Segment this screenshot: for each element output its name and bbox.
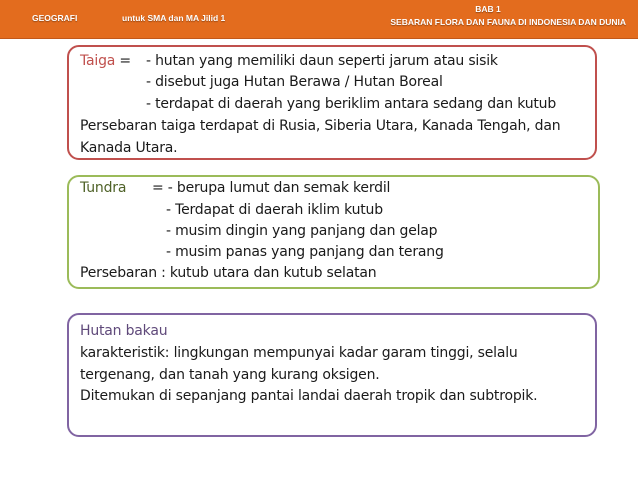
tundra-line-2: - Terdapat di daerah iklim kutub xyxy=(166,202,383,218)
tundra-term: Tundra xyxy=(80,180,127,196)
tundra-spread: Persebaran : kutub utara dan kutub selatan xyxy=(80,265,377,281)
taiga-line-3: - terdapat di daerah yang beriklim antara sedang dan kutub xyxy=(146,96,557,112)
bakau-line-1: karakteristik: lingkungan mempunyai kadar garam tinggi, selalu xyxy=(80,345,518,361)
taiga-equals: = xyxy=(115,53,131,69)
subject-label: GEOGRAFI xyxy=(32,13,78,23)
bakau-term: Hutan bakau xyxy=(80,323,168,339)
bakau-line-2: tergenang, dan tanah yang kurang oksigen. xyxy=(80,367,380,383)
chapter-title: SEBARAN FLORA DAN FAUNA DI INDONESIA DAN DUNIA xyxy=(390,17,626,27)
taiga-line-1: - hutan yang memiliki daun seperti jarum atau sisik xyxy=(146,53,498,69)
tundra-line-3: - musim dingin yang panjang dan gelap xyxy=(166,223,438,239)
chapter-label: BAB 1 xyxy=(475,4,501,14)
book-label: untuk SMA dan MA Jilid 1 xyxy=(122,13,226,23)
tundra-line-1: = - berupa lumut dan semak kerdil xyxy=(152,180,391,196)
taiga-spread-2: Kanada Utara. xyxy=(80,140,178,156)
taiga-spread-1: Persebaran taiga terdapat di Rusia, Siberia Utara, Kanada Tengah, dan xyxy=(80,118,561,134)
taiga-heading xyxy=(80,53,131,69)
tundra-line-4: - musim panas yang panjang dan terang xyxy=(166,244,444,260)
taiga-line-2: - disebut juga Hutan Berawa / Hutan Boreal xyxy=(146,74,443,90)
bakau-line-3: Ditemukan di sepanjang pantai landai daerah tropik dan subtropik. xyxy=(80,388,538,404)
taiga-term: Taiga xyxy=(80,53,116,69)
header-bar xyxy=(0,0,638,39)
